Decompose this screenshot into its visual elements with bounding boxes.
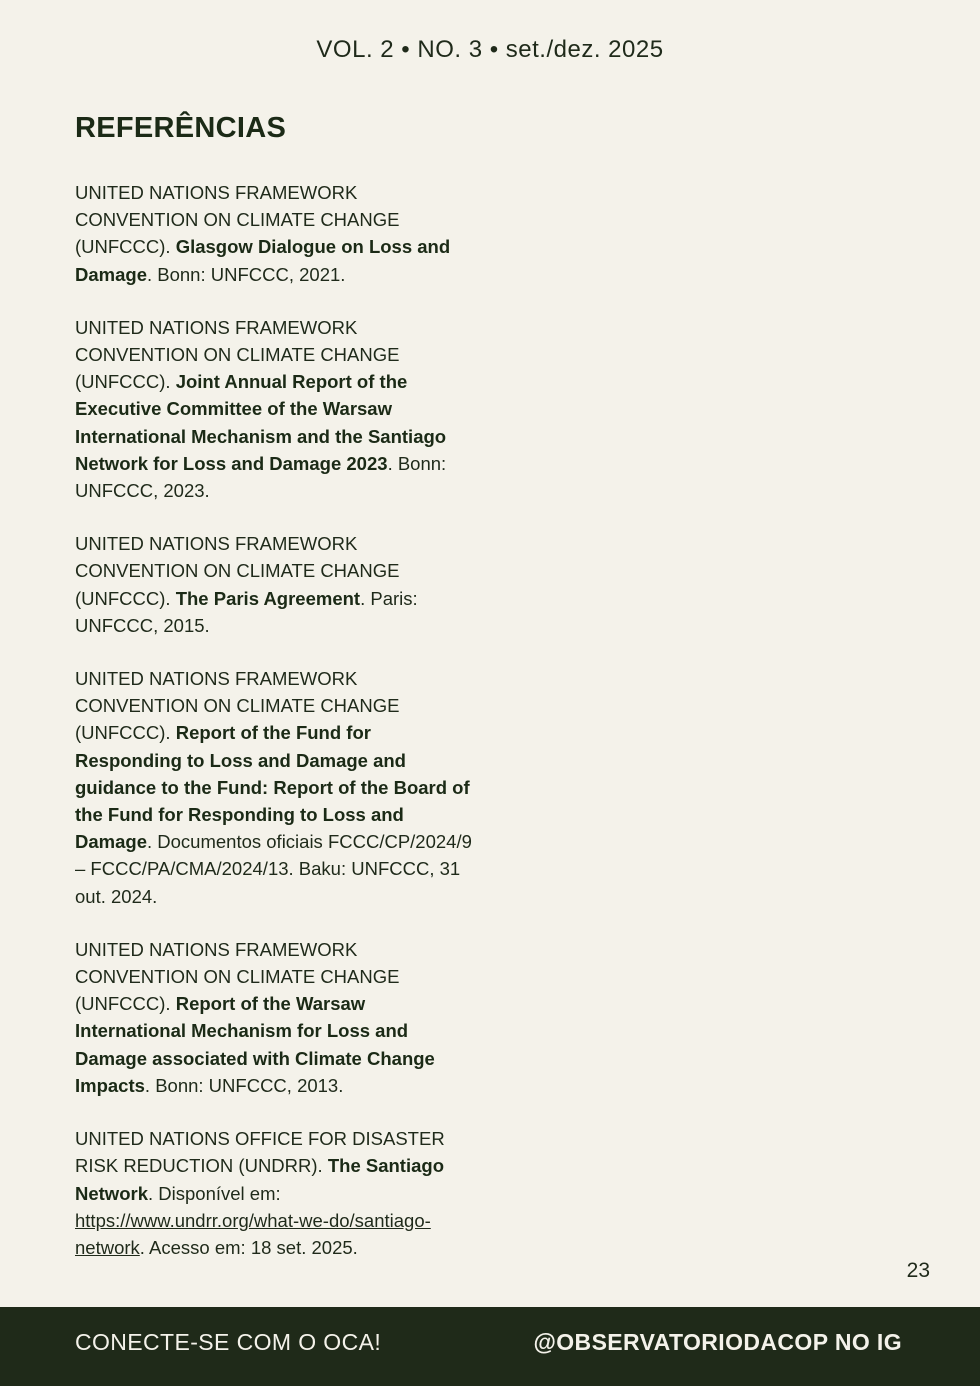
reference-item: [75, 1125, 475, 1261]
footer-bar: [0, 1307, 980, 1386]
footer-instagram-handle: @OBSERVATORIODACOP NO IG: [533, 1329, 902, 1355]
footer-connect-text: CONECTE-SE COM O OCA!: [75, 1329, 382, 1355]
reference-details: . Documentos oficiais FCCC/CP/2024/9 – FCCC/PA/CMA/2024/13. Baku: UNFCCC, 31 out. 2024.: [75, 831, 472, 907]
reference-author: UNITED NATIONS FRAMEWORK CONVENTION ON CLIMATE CHANGE (UNFCCC).: [75, 533, 400, 609]
reference-item: [75, 936, 475, 1099]
reference-item: [75, 179, 475, 288]
reference-title: Glasgow Dialogue on Loss and Damage: [75, 236, 451, 285]
reference-author: UNITED NATIONS OFFICE FOR DISASTER RISK REDUCTION (UNDRR).: [75, 1128, 445, 1177]
reference-title: Report of the Fund for Responding to Loss and Damage and guidance to the Fund: Report of the Board of the Fund for Responding to Loss and Damage: [75, 722, 470, 853]
reference-author: UNITED NATIONS FRAMEWORK CONVENTION ON CLIMATE CHANGE (UNFCCC).: [75, 938, 400, 1015]
reference-link[interactable]: https://www.undrr.org/what-we-do/santiago-network: [75, 1209, 431, 1258]
reference-details: . Bonn: UNFCCC, 2013.: [144, 1074, 344, 1096]
reference-author: UNITED NATIONS FRAMEWORK CONVENTION ON CLIMATE CHANGE (UNFCCC).: [75, 316, 400, 393]
references-list: [75, 179, 475, 1287]
reference-title: The Paris Agreement: [175, 587, 361, 609]
reference-author: UNITED NATIONS FRAMEWORK CONVENTION ON CLIMATE CHANGE (UNFCCC).: [75, 668, 400, 744]
reference-details: . Paris: UNFCCC, 2015.: [75, 587, 418, 636]
page-number: 23: [906, 1259, 930, 1282]
page-title: REFERÊNCIAS: [75, 112, 287, 144]
reference-availability: . Disponível em:: [148, 1182, 281, 1204]
reference-title: Joint Annual Report of the Executive Committee of the Warsaw International Mechanism and the Santiago Network for Loss and Damage 2023: [75, 371, 447, 474]
reference-item: [75, 314, 475, 504]
reference-item: [75, 530, 475, 639]
reference-details: . Acesso em: 18 set. 2025.: [139, 1236, 358, 1258]
reference-title: Report of the Warsaw International Mechanism for Loss and Damage associated with Climate Change Impacts: [75, 993, 435, 1096]
reference-title: The Santiago Network: [75, 1155, 444, 1204]
reference-author: UNITED NATIONS FRAMEWORK CONVENTION ON CLIMATE CHANGE (UNFCCC).: [75, 182, 400, 258]
reference-details: . Bonn: UNFCCC, 2021.: [146, 263, 346, 285]
issue-header: VOL. 2 • NO. 3 • set./dez. 2025: [316, 36, 664, 63]
reference-details: . Bonn: UNFCCC, 2023.: [75, 452, 447, 502]
reference-item: [75, 665, 475, 910]
